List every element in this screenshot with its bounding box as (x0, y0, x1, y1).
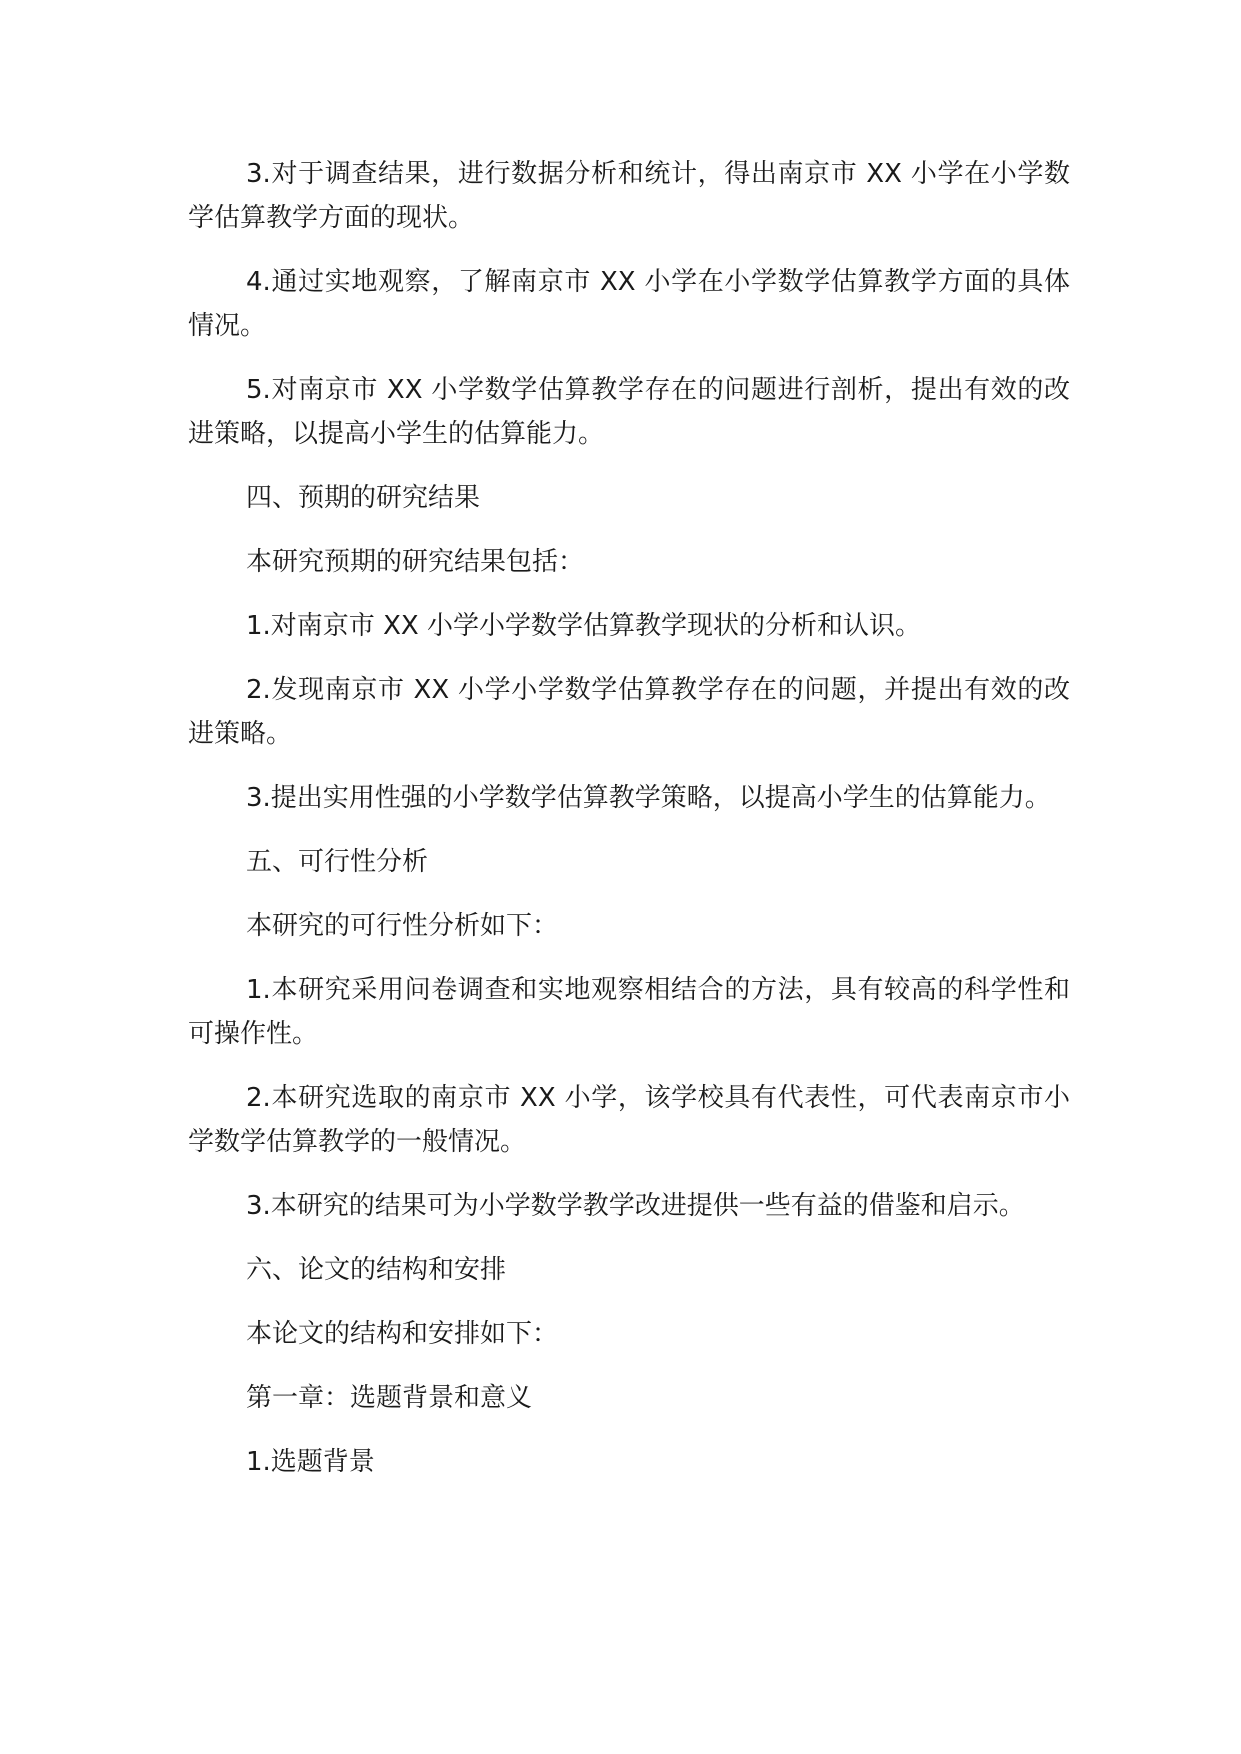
paragraph-feasibility-1: 1.本研究采用问卷调查和实地观察相结合的方法，具有较高的科学性和可操作性。 (188, 975, 1070, 1049)
document-body (188, 152, 1070, 1504)
paragraph-result-2: 2.发现南京市 XX 小学小学数学估算教学存在的问题，并提出有效的改进策略。 (188, 675, 1070, 749)
paragraph-chapter-1: 第一章：选题背景和意义 (246, 1383, 533, 1413)
paragraph-structure-intro: 本论文的结构和安排如下： (246, 1319, 559, 1349)
section-heading-feasibility: 五、可行性分析 (246, 847, 429, 877)
paragraph-topic-background: 1.选题背景 (246, 1447, 375, 1477)
paragraph-feasibility-intro: 本研究的可行性分析如下： (246, 911, 559, 941)
paragraph-feasibility-2: 2.本研究选取的南京市 XX 小学，该学校具有代表性，可代表南京市小学数学估算教学的一般情况。 (188, 1083, 1070, 1157)
paragraph-feasibility-3: 3.本研究的结果可为小学数学教学改进提供一些有益的借鉴和启示。 (246, 1191, 1025, 1221)
paragraph-result-3: 3.提出实用性强的小学数学估算教学策略，以提高小学生的估算能力。 (246, 783, 1051, 813)
paragraph-expected-results-intro: 本研究预期的研究结果包括： (246, 547, 585, 577)
section-heading-expected-results: 四、预期的研究结果 (246, 483, 481, 513)
paragraph-item-5-strategy: 5.对南京市 XX 小学数学估算教学存在的问题进行剖析，提出有效的改进策略，以提高小学生的估算能力。 (188, 375, 1070, 449)
section-heading-structure: 六、论文的结构和安排 (246, 1255, 507, 1285)
paragraph-item-3-analysis: 3.对于调查结果，进行数据分析和统计，得出南京市 XX 小学在小学数学估算教学方面的现状。 (188, 159, 1070, 233)
paragraph-item-4-observation: 4.通过实地观察，了解南京市 XX 小学在小学数学估算教学方面的具体情况。 (188, 267, 1070, 341)
paragraph-result-1: 1.对南京市 XX 小学小学数学估算教学现状的分析和认识。 (246, 611, 921, 641)
